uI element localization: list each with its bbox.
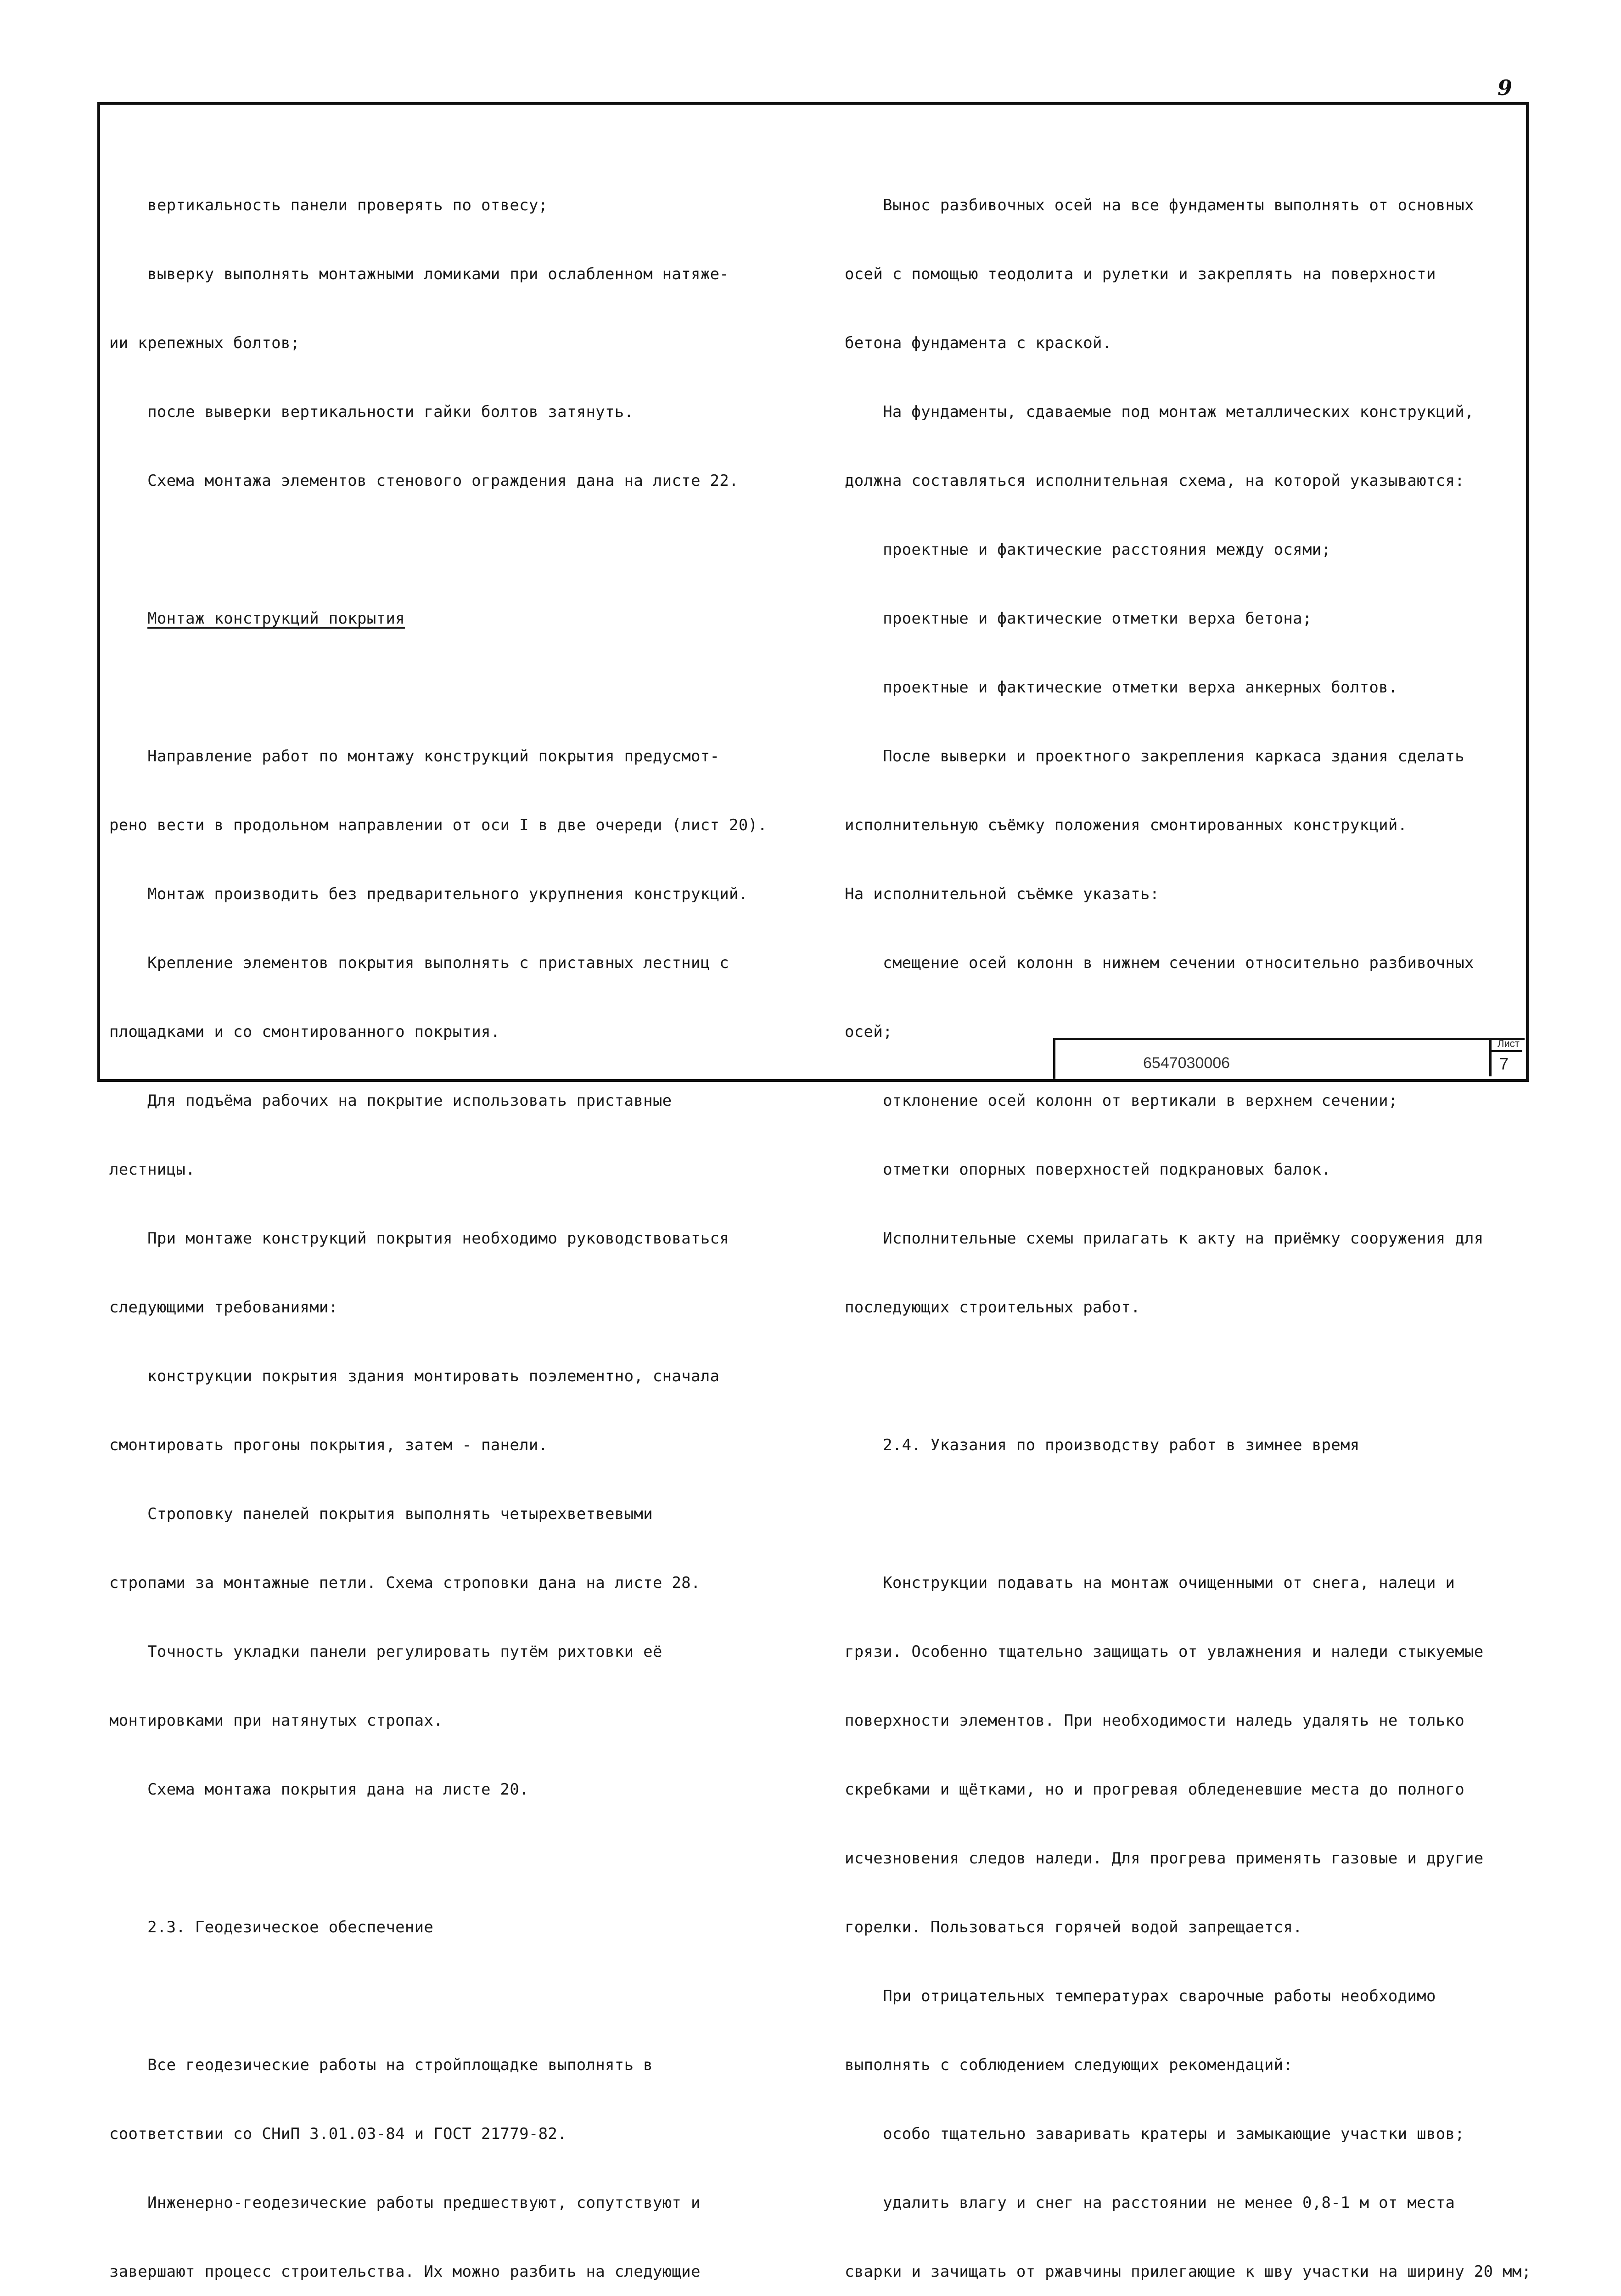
text-line: исчезновения следов наледи. Для прогрева применять газовые и другие xyxy=(845,1849,1484,1868)
text-line: последующих строительных работ. xyxy=(845,1298,1140,1317)
text-line: Схема монтажа элементов стенового ограждения дана на листе 22. xyxy=(109,472,739,490)
text-line: проектные и фактические отметки верха анкерных болтов. xyxy=(845,678,1398,697)
text-line: Исполнительные схемы прилагать к акту на приёмку сооружения для xyxy=(845,1229,1484,1248)
text-line: должна составляться исполнительная схема, на которой указываются: xyxy=(845,472,1465,490)
text-line: бетона фундамента с краской. xyxy=(845,334,1112,352)
text-line: рено вести в продольном направлении от оси I в две очереди (лист 20). xyxy=(109,816,768,834)
text-line: скребками и щётками, но и прогревая обледеневшие места до полного xyxy=(845,1780,1465,1799)
text-line: удалить влагу и снег на расстоянии не менее 0,8-1 м от места xyxy=(845,2194,1455,2212)
sheet-label: Лист xyxy=(1498,1038,1520,1049)
text-line: При отрицательных температурах сварочные работы необходимо xyxy=(845,1987,1436,2005)
text-line: Вынос разбивочных осей на все фундаменты выполнять от основных xyxy=(845,196,1474,214)
text-line: после выверки вертикальности гайки болтов затянуть. xyxy=(109,403,634,421)
text-line: соответствии со СНиП 3.01.03-84 и ГОСТ 21779-82. xyxy=(109,2125,567,2143)
text-line: грязи. Особенно тщательно защищать от увлажнения и наледи стыкуемые xyxy=(845,1643,1484,1661)
text-line: конструкции покрытия здания монтировать поэлементно, сначала xyxy=(109,1367,720,1385)
text-line: осей с помощью теодолита и рулетки и закреплять на поверхности xyxy=(845,265,1436,283)
left-column xyxy=(109,148,767,2296)
handwritten-page-number: 9 xyxy=(1498,75,1513,100)
text-line: На исполнительной съёмке указать: xyxy=(845,885,1160,903)
text-line: осей; xyxy=(845,1023,892,1041)
text-line: выверку выполнять монтажными ломиками при ослабленном натяже- xyxy=(109,265,729,283)
text-line: После выверки и проектного закрепления каркаса здания сделать xyxy=(845,747,1465,765)
text-line: проектные и фактические отметки верха бетона; xyxy=(845,609,1312,628)
text-line: Крепление элементов покрытия выполнять с приставных лестниц с xyxy=(109,954,729,972)
text-line: Схема монтажа покрытия дана на листе 20. xyxy=(109,1780,529,1799)
text-line: ии крепежных болтов; xyxy=(109,334,300,352)
text-line: отклонение осей колонн от вертикали в верхнем сечении; xyxy=(845,1092,1398,1110)
text-line: Инженерно-геодезические работы предшествуют, сопутствуют и xyxy=(109,2194,701,2212)
text-line: При монтаже конструкций покрытия необходимо руководствоваться xyxy=(109,1229,729,1248)
text-line: Монтаж производить без предварительного укрупнения конструкций. xyxy=(109,885,748,903)
sheet-number: 7 xyxy=(1499,1054,1509,1073)
text-line: следующими требованиями: xyxy=(109,1298,338,1317)
sheet-divider xyxy=(1492,1050,1522,1052)
text-line: горелки. Пользоваться горячей водой запрещается. xyxy=(845,1918,1302,1936)
text-line: монтировками при натянутых стропах. xyxy=(109,1711,443,1730)
text-line: выполнять с соблюдением следующих рекомендаций: xyxy=(845,2056,1293,2074)
text-line: Строповку панелей покрытия выполнять четырехветвевыми xyxy=(109,1505,653,1523)
text-line: лестницы. xyxy=(109,1160,195,1179)
text-line: вертикальность панели проверять по отвесу; xyxy=(109,196,548,214)
text-line: Конструкции подавать на монтаж очищенными от снега, налеци и xyxy=(845,1574,1455,1592)
text-line: стропами за монтажные петли. Схема строповки дана на листе 28. xyxy=(109,1574,701,1592)
text-line: сварки и зачищать от ржавчины прилегающие к шву участки на ширину 20 мм; xyxy=(845,2262,1531,2281)
text-line: смещение осей колонн в нижнем сечении относительно разбивочных xyxy=(845,954,1474,972)
section-heading-winter: 2.4. Указания по производству работ в зимнее время xyxy=(845,1436,1360,1454)
text-line: Для подъёма рабочих на покрытие использовать приставные xyxy=(109,1092,672,1110)
text-line: завершают процесс строительства. Их можно разбить на следующие xyxy=(109,2262,701,2281)
text-line: отметки опорных поверхностей подкрановых балок. xyxy=(845,1160,1331,1179)
text-line: На фундаменты, сдаваемые под монтаж металлических конструкций, xyxy=(845,403,1474,421)
text-line: Все геодезические работы на стройплощадке выполнять в xyxy=(109,2056,653,2074)
document-code: 6547030006 xyxy=(1143,1054,1230,1072)
section-heading-geodez: 2.3. Геодезическое обеспечение xyxy=(109,1918,434,1936)
right-column xyxy=(845,148,1531,2296)
section-heading-pokrytie: Монтаж конструкций покрытия xyxy=(147,609,405,628)
text-line: площадками и со смонтированного покрытия. xyxy=(109,1023,500,1041)
text-line: поверхности элементов. При необходимости наледь удалять не только xyxy=(845,1711,1465,1730)
title-block-stamp xyxy=(1053,1038,1525,1079)
text-line: исполнительную съёмку положения смонтированных конструкций. xyxy=(845,816,1408,834)
text-line: особо тщательно заваривать кратеры и замыкающие участки швов; xyxy=(845,2125,1465,2143)
text-line: Направление работ по монтажу конструкций покрытия предусмот- xyxy=(109,747,720,765)
text-line: Точность укладки панели регулировать путём рихтовки её xyxy=(109,1643,662,1661)
text-line: проектные и фактические расстояния между осями; xyxy=(845,540,1331,559)
text-line: смонтировать прогоны покрытия, затем - панели. xyxy=(109,1436,548,1454)
